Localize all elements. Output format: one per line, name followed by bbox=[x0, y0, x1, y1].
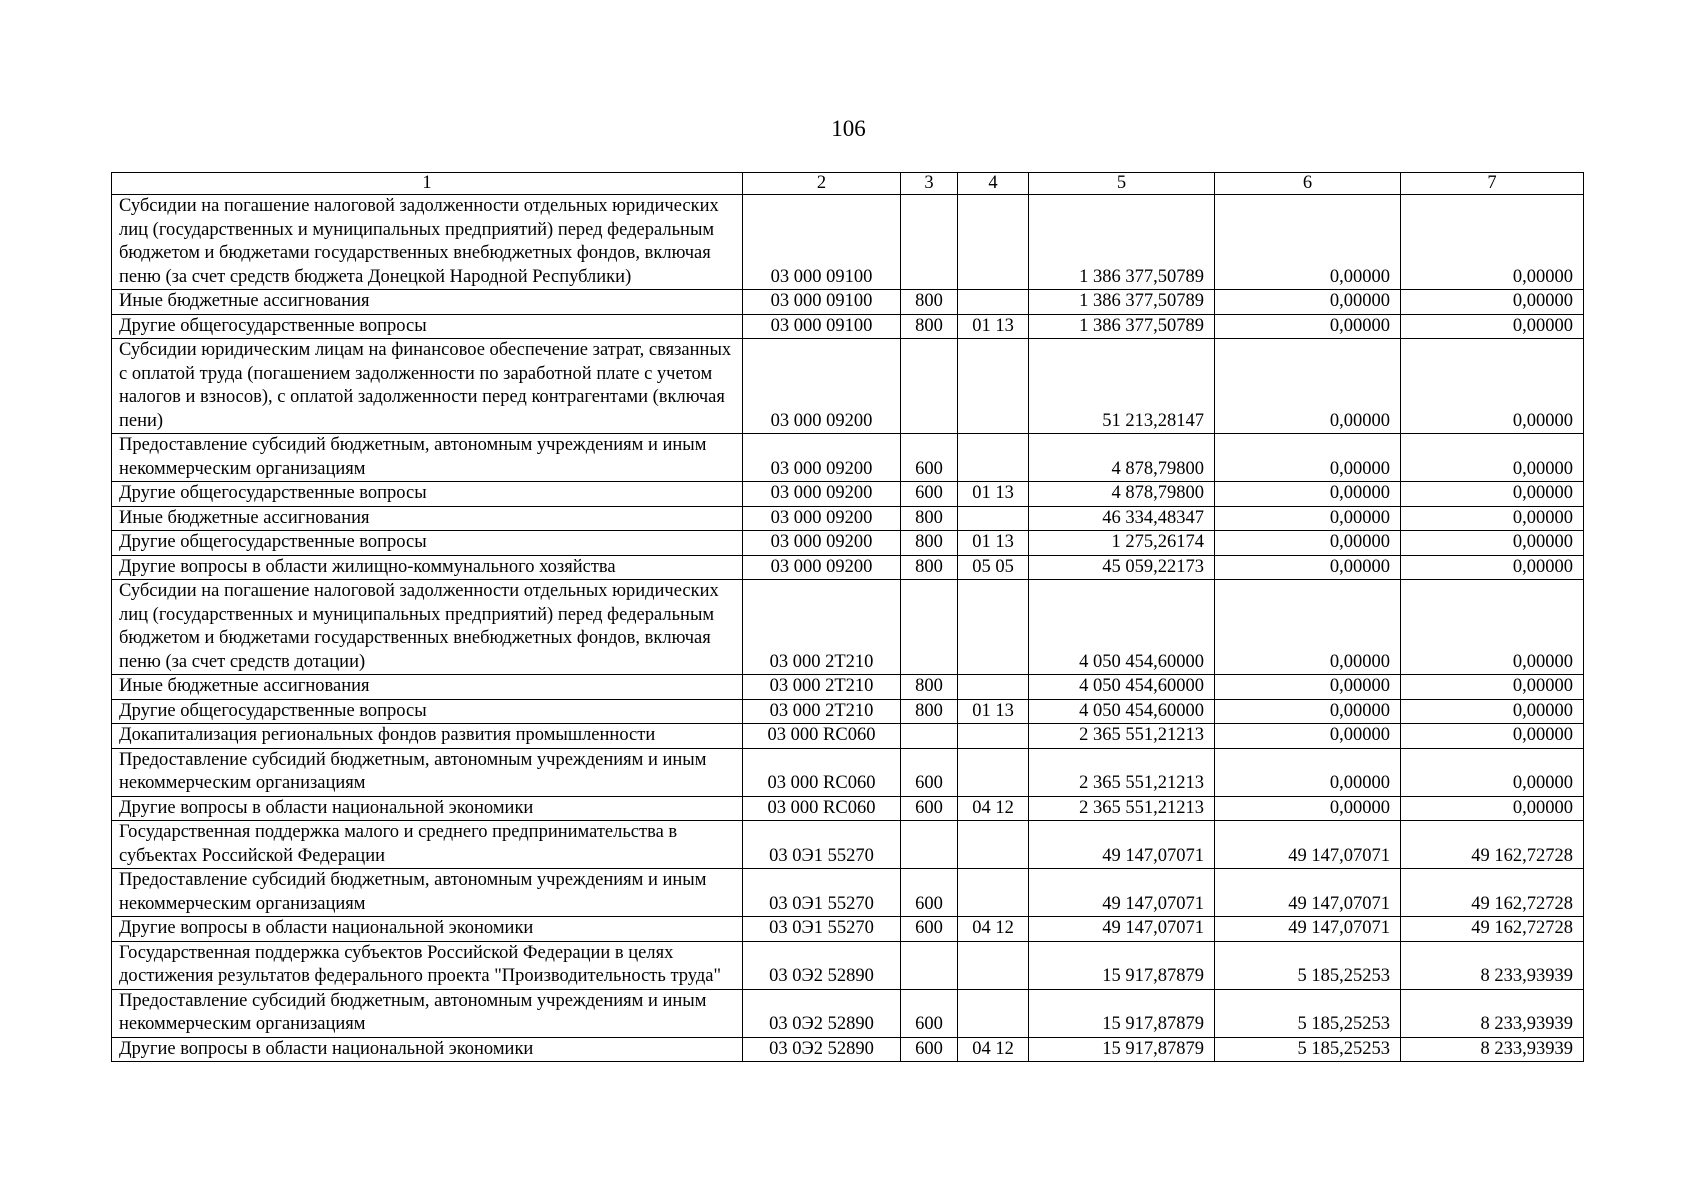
row-name-cell: Другие вопросы в области национальной экономики bbox=[112, 796, 743, 821]
expense-type-cell bbox=[901, 339, 958, 434]
amount-col7-cell: 0,00000 bbox=[1401, 699, 1584, 724]
amount-col7-cell: 0,00000 bbox=[1401, 555, 1584, 580]
section-cell: 01 13 bbox=[958, 531, 1029, 556]
amount-col5-cell: 4 050 454,60000 bbox=[1029, 675, 1215, 700]
section-cell bbox=[958, 434, 1029, 482]
table-row bbox=[112, 482, 1584, 507]
expense-type-cell: 800 bbox=[901, 290, 958, 315]
row-name-cell: Предоставление субсидий бюджетным, автономным учреждениям и иным некоммерческим организациям bbox=[112, 869, 743, 917]
section-cell: 04 12 bbox=[958, 917, 1029, 942]
amount-col6-cell: 0,00000 bbox=[1215, 531, 1401, 556]
table-row bbox=[112, 555, 1584, 580]
amount-col7-cell: 0,00000 bbox=[1401, 290, 1584, 315]
column-header-2: 2 bbox=[743, 173, 901, 195]
row-name-cell: Предоставление субсидий бюджетным, автономным учреждениям и иным некоммерческим организациям bbox=[112, 989, 743, 1037]
table-row bbox=[112, 434, 1584, 482]
expense-type-cell: 800 bbox=[901, 531, 958, 556]
expense-type-cell: 600 bbox=[901, 917, 958, 942]
column-header-5: 5 bbox=[1029, 173, 1215, 195]
amount-col6-cell: 0,00000 bbox=[1215, 748, 1401, 796]
target-code-cell: 03 000 RC060 bbox=[743, 748, 901, 796]
target-code-cell: 03 000 09200 bbox=[743, 482, 901, 507]
amount-col5-cell: 1 386 377,50789 bbox=[1029, 195, 1215, 290]
section-cell bbox=[958, 821, 1029, 869]
amount-col5-cell: 4 050 454,60000 bbox=[1029, 699, 1215, 724]
expense-type-cell: 600 bbox=[901, 796, 958, 821]
section-cell bbox=[958, 506, 1029, 531]
expense-type-cell: 600 bbox=[901, 748, 958, 796]
expense-type-cell bbox=[901, 724, 958, 749]
amount-col5-cell: 45 059,22173 bbox=[1029, 555, 1215, 580]
table-row bbox=[112, 339, 1584, 434]
target-code-cell: 03 000 09200 bbox=[743, 506, 901, 531]
target-code-cell: 03 0Э1 55270 bbox=[743, 869, 901, 917]
row-name-cell: Докапитализация региональных фондов развития промышленности bbox=[112, 724, 743, 749]
table-row bbox=[112, 314, 1584, 339]
table-row bbox=[112, 796, 1584, 821]
amount-col5-cell: 51 213,28147 bbox=[1029, 339, 1215, 434]
expense-type-cell: 800 bbox=[901, 506, 958, 531]
expense-type-cell: 600 bbox=[901, 434, 958, 482]
target-code-cell: 03 0Э2 52890 bbox=[743, 1037, 901, 1062]
amount-col7-cell: 0,00000 bbox=[1401, 675, 1584, 700]
row-name-cell: Другие вопросы в области национальной экономики bbox=[112, 917, 743, 942]
amount-col6-cell: 0,00000 bbox=[1215, 699, 1401, 724]
page-number: 106 bbox=[831, 116, 866, 141]
expense-type-cell: 800 bbox=[901, 699, 958, 724]
amount-col7-cell: 8 233,93939 bbox=[1401, 989, 1584, 1037]
row-name-cell: Иные бюджетные ассигнования bbox=[112, 675, 743, 700]
expense-type-cell: 800 bbox=[901, 675, 958, 700]
row-name-cell: Другие общегосударственные вопросы bbox=[112, 531, 743, 556]
amount-col6-cell: 0,00000 bbox=[1215, 482, 1401, 507]
table-row bbox=[112, 1037, 1584, 1062]
expense-type-cell bbox=[901, 195, 958, 290]
row-name-cell: Иные бюджетные ассигнования bbox=[112, 290, 743, 315]
expense-type-cell: 800 bbox=[901, 314, 958, 339]
section-cell: 01 13 bbox=[958, 314, 1029, 339]
section-cell bbox=[958, 989, 1029, 1037]
table-body bbox=[112, 173, 1584, 1062]
row-name-cell: Другие общегосударственные вопросы bbox=[112, 699, 743, 724]
section-cell: 04 12 bbox=[958, 1037, 1029, 1062]
amount-col7-cell: 0,00000 bbox=[1401, 796, 1584, 821]
amount-col5-cell: 1 386 377,50789 bbox=[1029, 314, 1215, 339]
target-code-cell: 03 0Э1 55270 bbox=[743, 917, 901, 942]
row-name-cell: Другие вопросы в области национальной экономики bbox=[112, 1037, 743, 1062]
amount-col7-cell: 0,00000 bbox=[1401, 531, 1584, 556]
amount-col6-cell: 49 147,07071 bbox=[1215, 869, 1401, 917]
table-row bbox=[112, 531, 1584, 556]
amount-col6-cell: 0,00000 bbox=[1215, 195, 1401, 290]
table-row bbox=[112, 724, 1584, 749]
amount-col7-cell: 0,00000 bbox=[1401, 748, 1584, 796]
section-cell bbox=[958, 675, 1029, 700]
budget-table bbox=[111, 172, 1584, 1062]
expense-type-cell bbox=[901, 941, 958, 989]
table-row bbox=[112, 941, 1584, 989]
amount-col7-cell: 49 162,72728 bbox=[1401, 869, 1584, 917]
table-row bbox=[112, 290, 1584, 315]
amount-col7-cell: 0,00000 bbox=[1401, 195, 1584, 290]
amount-col5-cell: 2 365 551,21213 bbox=[1029, 724, 1215, 749]
amount-col6-cell: 49 147,07071 bbox=[1215, 821, 1401, 869]
section-cell bbox=[958, 869, 1029, 917]
section-cell bbox=[958, 290, 1029, 315]
amount-col7-cell: 49 162,72728 bbox=[1401, 821, 1584, 869]
amount-col6-cell: 0,00000 bbox=[1215, 580, 1401, 675]
expense-type-cell bbox=[901, 580, 958, 675]
table-row bbox=[112, 917, 1584, 942]
amount-col5-cell: 49 147,07071 bbox=[1029, 821, 1215, 869]
expense-type-cell: 600 bbox=[901, 989, 958, 1037]
target-code-cell: 03 000 2Т210 bbox=[743, 675, 901, 700]
amount-col6-cell: 49 147,07071 bbox=[1215, 917, 1401, 942]
amount-col7-cell: 0,00000 bbox=[1401, 339, 1584, 434]
target-code-cell: 03 000 09200 bbox=[743, 339, 901, 434]
table-row bbox=[112, 989, 1584, 1037]
row-name-cell: Другие вопросы в области жилищно-коммунального хозяйства bbox=[112, 555, 743, 580]
amount-col5-cell: 2 365 551,21213 bbox=[1029, 748, 1215, 796]
amount-col7-cell: 49 162,72728 bbox=[1401, 917, 1584, 942]
amount-col7-cell: 0,00000 bbox=[1401, 434, 1584, 482]
table-row bbox=[112, 699, 1584, 724]
section-cell bbox=[958, 941, 1029, 989]
row-name-cell: Субсидии на погашение налоговой задолженности отдельных юридических лиц (государственных и муниципальных предприятий) перед федеральным бюджетом и бюджетами государственных внебюджетных фондов, включая пеню (за счет средств дотации) bbox=[112, 580, 743, 675]
expense-type-cell: 600 bbox=[901, 869, 958, 917]
amount-col7-cell: 0,00000 bbox=[1401, 724, 1584, 749]
amount-col7-cell: 0,00000 bbox=[1401, 482, 1584, 507]
column-header-4: 4 bbox=[958, 173, 1029, 195]
amount-col7-cell: 0,00000 bbox=[1401, 314, 1584, 339]
amount-col6-cell: 0,00000 bbox=[1215, 724, 1401, 749]
expense-type-cell: 800 bbox=[901, 555, 958, 580]
column-header-6: 6 bbox=[1215, 173, 1401, 195]
section-cell bbox=[958, 580, 1029, 675]
row-name-cell: Государственная поддержка малого и среднего предпринимательства в субъектах Российской Федерации bbox=[112, 821, 743, 869]
amount-col6-cell: 0,00000 bbox=[1215, 339, 1401, 434]
amount-col5-cell: 15 917,87879 bbox=[1029, 1037, 1215, 1062]
amount-col6-cell: 0,00000 bbox=[1215, 434, 1401, 482]
amount-col5-cell: 15 917,87879 bbox=[1029, 989, 1215, 1037]
amount-col5-cell: 15 917,87879 bbox=[1029, 941, 1215, 989]
amount-col6-cell: 0,00000 bbox=[1215, 314, 1401, 339]
amount-col6-cell: 0,00000 bbox=[1215, 506, 1401, 531]
target-code-cell: 03 000 09100 bbox=[743, 314, 901, 339]
amount-col5-cell: 4 878,79800 bbox=[1029, 482, 1215, 507]
amount-col5-cell: 4 878,79800 bbox=[1029, 434, 1215, 482]
amount-col5-cell: 49 147,07071 bbox=[1029, 869, 1215, 917]
amount-col6-cell: 0,00000 bbox=[1215, 290, 1401, 315]
row-name-cell: Другие общегосударственные вопросы bbox=[112, 314, 743, 339]
amount-col6-cell: 0,00000 bbox=[1215, 675, 1401, 700]
table-row bbox=[112, 821, 1584, 869]
target-code-cell: 03 000 09200 bbox=[743, 531, 901, 556]
row-name-cell: Предоставление субсидий бюджетным, автономным учреждениям и иным некоммерческим организациям bbox=[112, 434, 743, 482]
target-code-cell: 03 0Э2 52890 bbox=[743, 989, 901, 1037]
row-name-cell: Субсидии на погашение налоговой задолженности отдельных юридических лиц (государственных и муниципальных предприятий) перед федеральным бюджетом и бюджетами государственных внебюджетных фондов, включая пеню (за счет средств бюджета Донецкой Народной Республики) bbox=[112, 195, 743, 290]
expense-type-cell: 600 bbox=[901, 482, 958, 507]
table-row bbox=[112, 506, 1584, 531]
table-row bbox=[112, 675, 1584, 700]
target-code-cell: 03 000 09100 bbox=[743, 195, 901, 290]
row-name-cell: Государственная поддержка субъектов Российской Федерации в целях достижения результатов федерального проекта "Производительность труда" bbox=[112, 941, 743, 989]
amount-col7-cell: 0,00000 bbox=[1401, 580, 1584, 675]
table-row bbox=[112, 748, 1584, 796]
target-code-cell: 03 000 RC060 bbox=[743, 796, 901, 821]
target-code-cell: 03 000 2Т210 bbox=[743, 699, 901, 724]
column-header-7: 7 bbox=[1401, 173, 1584, 195]
table-row bbox=[112, 580, 1584, 675]
section-cell: 01 13 bbox=[958, 699, 1029, 724]
target-code-cell: 03 000 2Т210 bbox=[743, 580, 901, 675]
amount-col6-cell: 0,00000 bbox=[1215, 555, 1401, 580]
amount-col5-cell: 1 386 377,50789 bbox=[1029, 290, 1215, 315]
section-cell bbox=[958, 724, 1029, 749]
amount-col5-cell: 2 365 551,21213 bbox=[1029, 796, 1215, 821]
amount-col6-cell: 0,00000 bbox=[1215, 796, 1401, 821]
table-row bbox=[112, 195, 1584, 290]
expense-type-cell bbox=[901, 821, 958, 869]
column-header-3: 3 bbox=[901, 173, 958, 195]
section-cell: 04 12 bbox=[958, 796, 1029, 821]
amount-col7-cell: 8 233,93939 bbox=[1401, 941, 1584, 989]
target-code-cell: 03 0Э2 52890 bbox=[743, 941, 901, 989]
section-cell bbox=[958, 748, 1029, 796]
amount-col6-cell: 5 185,25253 bbox=[1215, 989, 1401, 1037]
amount-col5-cell: 49 147,07071 bbox=[1029, 917, 1215, 942]
column-number-row bbox=[112, 173, 1584, 195]
amount-col5-cell: 46 334,48347 bbox=[1029, 506, 1215, 531]
row-name-cell: Другие общегосударственные вопросы bbox=[112, 482, 743, 507]
section-cell bbox=[958, 195, 1029, 290]
expense-type-cell: 600 bbox=[901, 1037, 958, 1062]
row-name-cell: Субсидии юридическим лицам на финансовое обеспечение затрат, связанных с оплатой труда (погашением задолженности по заработной плате с учетом налогов и взносов), с оплатой задолженности перед контрагентами (включая пени) bbox=[112, 339, 743, 434]
target-code-cell: 03 000 09100 bbox=[743, 290, 901, 315]
amount-col5-cell: 1 275,26174 bbox=[1029, 531, 1215, 556]
amount-col6-cell: 5 185,25253 bbox=[1215, 1037, 1401, 1062]
amount-col7-cell: 8 233,93939 bbox=[1401, 1037, 1584, 1062]
table-row bbox=[112, 869, 1584, 917]
amount-col5-cell: 4 050 454,60000 bbox=[1029, 580, 1215, 675]
column-header-1: 1 bbox=[112, 173, 743, 195]
row-name-cell: Иные бюджетные ассигнования bbox=[112, 506, 743, 531]
row-name-cell: Предоставление субсидий бюджетным, автономным учреждениям и иным некоммерческим организациям bbox=[112, 748, 743, 796]
section-cell: 05 05 bbox=[958, 555, 1029, 580]
amount-col6-cell: 5 185,25253 bbox=[1215, 941, 1401, 989]
section-cell bbox=[958, 339, 1029, 434]
target-code-cell: 03 000 09200 bbox=[743, 555, 901, 580]
target-code-cell: 03 0Э1 55270 bbox=[743, 821, 901, 869]
section-cell: 01 13 bbox=[958, 482, 1029, 507]
target-code-cell: 03 000 09200 bbox=[743, 434, 901, 482]
target-code-cell: 03 000 RC060 bbox=[743, 724, 901, 749]
amount-col7-cell: 0,00000 bbox=[1401, 506, 1584, 531]
